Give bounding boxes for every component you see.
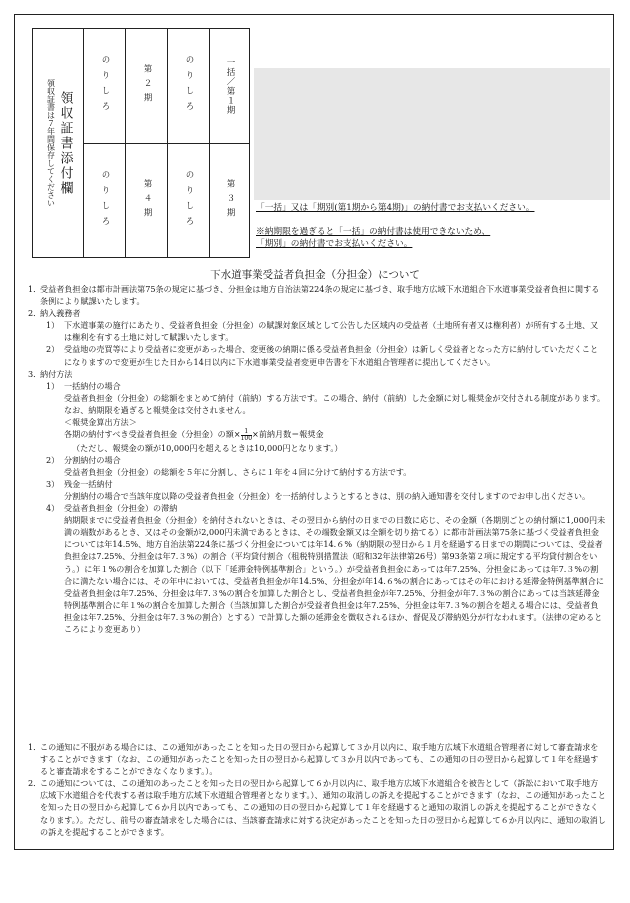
section-3-1-text: 受益者負担金（分担金）の総額をまとめて納付（前納）する方法です。この場合、納付（前納）した金額に対し報奨金が交付される制度があります。なお、納期限を過ぎると報奨金は交付されません。: [64, 392, 605, 415]
receipt-title-cell: [33, 29, 83, 257]
period-cell-2: [125, 29, 167, 143]
section-2-title: 2． 納入義務者: [28, 308, 81, 319]
receipt-title: 領収証書添付欄: [57, 90, 73, 196]
section-3-1-title: 1） 一括納付の場合: [46, 380, 121, 391]
period-cell-3: [209, 143, 249, 257]
payment-notice-line3: 「期別」の納付書でお支払いください。: [256, 239, 413, 249]
appeal-notice: [28, 741, 606, 838]
explanation-body: [28, 283, 606, 635]
payment-slip-area: [254, 68, 610, 200]
section-3-2-text: 受益者負担金（分担金）の総額を５年に分割し、さらに１年を４回に分けて納付する方法です。: [64, 466, 412, 477]
section-3-4-text: 納期限までに受益者負担金（分担金）を納付されないときは、その翌日から納付の日までの日数に応じ、その金額（各期別ごとの納付額に1,000円未満の端数があるとき、又はその金額が2,000円未満であるときは、その端数金額又は全額を切り捨てる）に都市計画法第75条に基づく受益者負担金については年14.5%、地方自治法第224条に基づく分担金については年14.６%（納期限の翌日から１月を経過する日までの期間については、受益者負担金は7.25%、分担金は年7.３%）の割合（平均貸付割合（租税特別措置法（昭和32年法律第26号）第93条第２項に規定する平均貸付割合をいう。）に年１%の割合を加算した割合（以下「延滞金特例基準割合」という。）が受益者負担金にあっては年7.25%、分担金にあっては年7.３%の割合に満たない場合には、その年中においては、受益者負担金が年14.5%、分担金が年14.６%の割合にあってはその年における延滞金特例基準割合に受益者負担金は年7.25%、分担金は年7.３%の割合を加算した割合とし、受益者負担金が年7.25%、分担金が年7.３%の割合にあっては当該延滞金特例基準割合に年１%の割合を加算した割合（当該加算した割合が受益者負担金は年7.25%、分担金は年7.３%の割合を超える場合には、受益者負担金は年7.25%、分担金は年7.３%の割合）とする）で計算した額の延滞金を徴収されるほか、督促及び滞納処分が行なわれます。（法律の定めるところにより変更あり）: [64, 515, 606, 635]
section-3-title: 3． 納付方法: [28, 368, 73, 379]
section-3-4-title: 4） 受益者負担金（分担金）の滞納: [46, 503, 178, 514]
section-1: 1． 受益者負担金は都市計画法第75条の規定に基づき、分担金は地方自治法第224条の規定に基づき、取手地方広域下水道組合下水道事業受益者負担に関する条例により賦課いたします。: [28, 284, 600, 307]
calc-note: （ただし、報奨金の額が10,000円を超えるときは10,000円となります。）: [72, 442, 343, 453]
paste-cell: [83, 143, 125, 257]
period-label: 第３期: [225, 178, 235, 223]
receipt-note: 領収証書は７年間保存してください: [46, 79, 56, 207]
section-heading: 下水道事業受益者負担金（分担金）について: [210, 269, 420, 281]
calc-title: ＜報奨金算出方法＞: [64, 417, 137, 428]
section-2-1: 1） 下水道事業の施行にあたり、受益者負担金（分担金）の賦課対象区域として公告した区域内の受益者（土地所有者又は権利者）が所有する土地、又は権利を有する土地に対して賦課いたします。: [46, 320, 599, 343]
paste-cell: [83, 29, 125, 143]
period-cell-4: [125, 143, 167, 257]
section-3-2-title: 2） 分割納付の場合: [46, 454, 121, 465]
fraction: $\frac{1}{100}$: [240, 427, 253, 442]
section-3-3-title: 3） 残金一括納付: [46, 478, 113, 489]
appeal-2: 2． この通知については、この通知のあったことを知った日の翌日から起算して６か月以内に、取手地方広域下水道組合を被告として（訴訟において取手地方広域下水道組合を代表する者は取手地方広域下水道組合管理者となります。）、通知の取消しの訴えを提起することができます（なお、この通知があったことを知った日の翌日から起算して６か月以内であっても、この通知の日の翌日から起算して１年を経過すると通知の取消しの訴えを提起することができなくなります。）。ただし、前号の審査請求をした場合には、当該審査請求に対する決定があったことを知った日の翌日から起算して６か月以内に、通知の取消しの訴えを提起することができます。: [28, 778, 606, 837]
period-label: 第４期: [142, 178, 152, 223]
period-label: 第２期: [142, 64, 152, 108]
appeal-1: 1． この通知に不服がある場合には、この通知があったことを知った日の翌日から起算して３か月以内に、取手地方広域下水道組合管理者に対して審査請求をすることができます（なお、この通知があったことを知った日の翌日から起算して３か月以内であっても、この通知の日の翌日から起算して１年を経過すると審査請求をすることができなくなります。）。: [28, 742, 599, 777]
paste-cell: [167, 29, 209, 143]
paste-label: のりしろ: [100, 55, 110, 117]
section-2-2: 2） 受益地の売買等により受益者に変更があった場合、変更後の納期に係る受益者負担金（分担金）は新しく受益者となった方に納付していただくことになりますので変更が生じた日から14日以内に下水道事業受益者変更申告書を下水道組合管理者に提出してください。: [46, 344, 599, 367]
payment-notice-line2: ※納期限を過ぎると「一括」の納付書は使用できないため、: [256, 227, 491, 237]
payment-notice-line1: 「一括」又は「期別(第1期から第4期)」の納付書でお支払いください。: [256, 203, 535, 213]
receipt-grid: [32, 28, 250, 258]
paste-cell: [167, 143, 209, 257]
calc-formula: 各期の納付すべき受益者負担金（分担金）の額× $\frac{1}{100}$ ×前納月数＝報奨金: [64, 427, 324, 442]
period-cell-1: [209, 29, 249, 143]
paste-label: のりしろ: [184, 169, 194, 232]
paste-label: のりしろ: [184, 55, 194, 117]
section-3-3-text: 分割納付の場合で当該年度以降の受益者負担金（分担金）を一括納付しようとするときは、別の納入通知書を交付しますのでお申し出ください。: [64, 491, 591, 501]
period-label: 一括／第１期: [225, 57, 235, 115]
paste-label: のりしろ: [100, 169, 110, 232]
